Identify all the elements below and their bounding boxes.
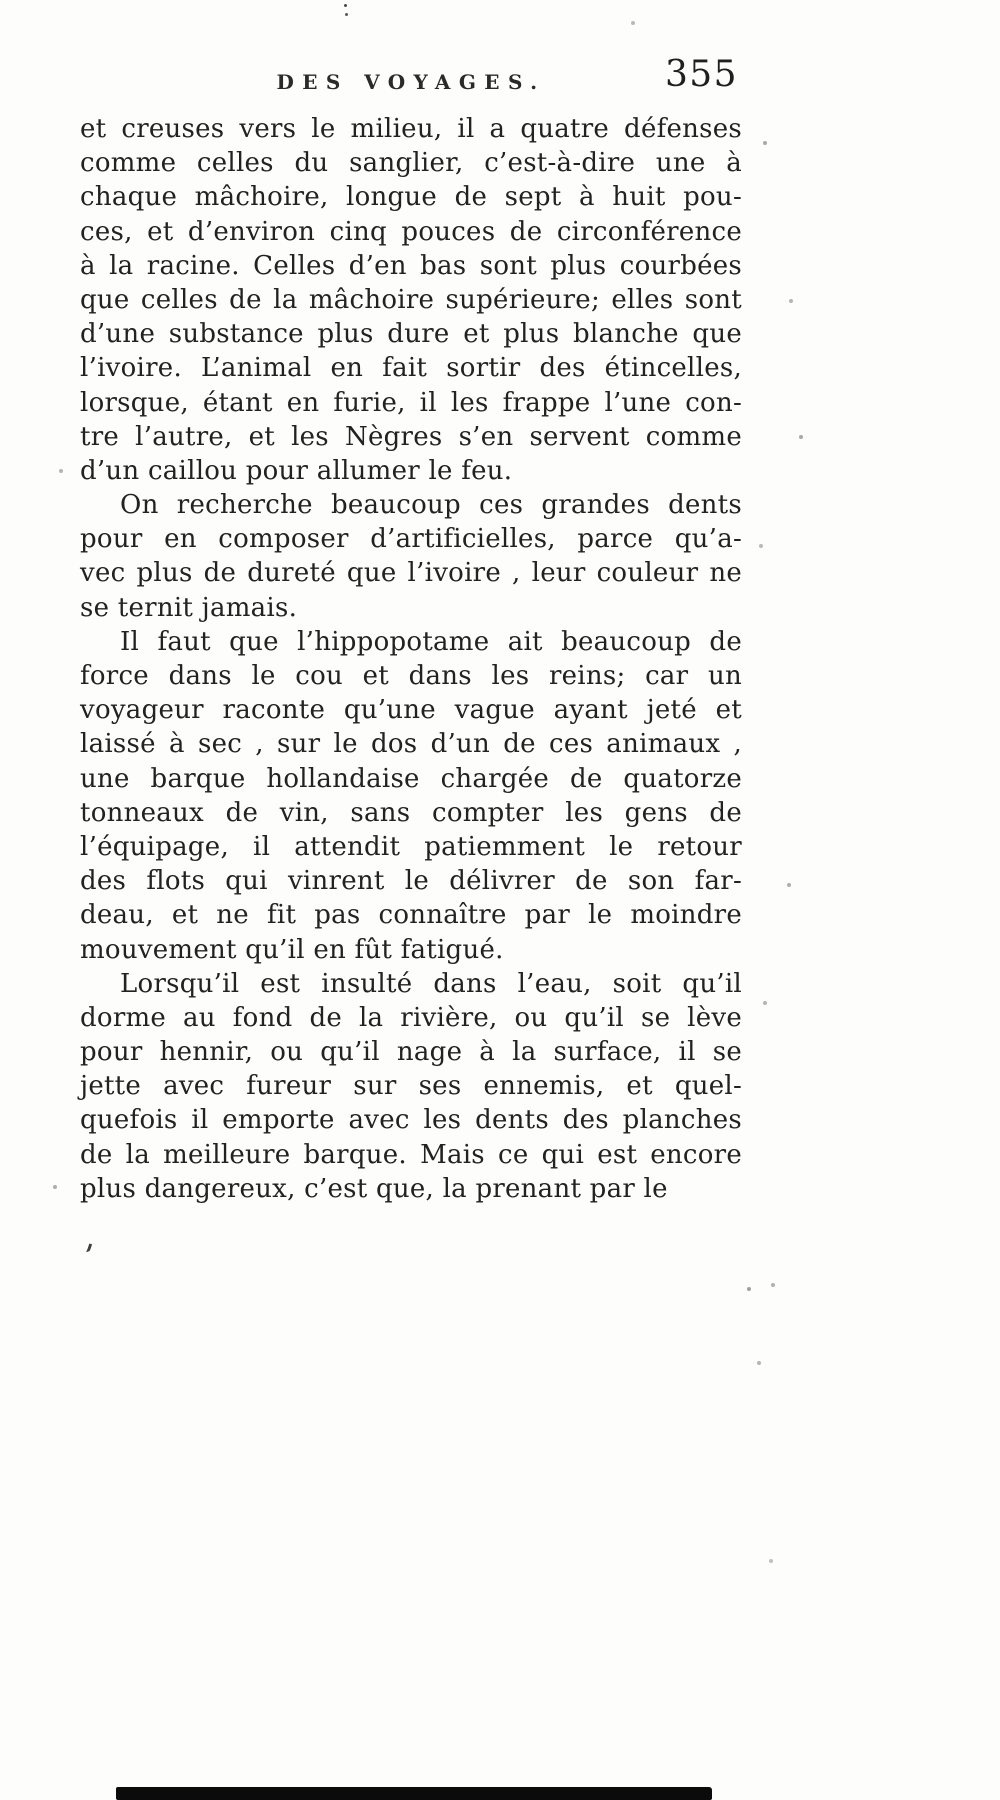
ink-mark-icon: [83, 1242, 92, 1253]
text-line: jette avec fureur sur ses ennemis, et quel-: [80, 1071, 742, 1102]
text-line: chaque mâchoire, longue de sept à huit pou-: [80, 182, 742, 213]
text-line: une barque hollandaise chargée de quatorze: [80, 763, 742, 794]
scan-artifact-bar: [116, 1787, 712, 1800]
running-title: DES VOYAGES.: [276, 70, 546, 94]
text-line: d’une substance plus dure et plus blanche que: [80, 319, 742, 350]
text-line: d’un caillou pour allumer le feu.: [80, 455, 513, 486]
text-line: Il faut que l’hippopotame ait beaucoup de: [120, 626, 742, 657]
scan-noise: [0, 0, 2, 2]
text-line: tre l’autre, et les Nègres s’en servent comme: [80, 421, 742, 452]
text-line: laissé à sec , sur le dos d’un de ces animaux ,: [80, 729, 742, 760]
text-line: dorme au fond de la rivière, ou qu’il se lève: [80, 1002, 742, 1033]
text-line: des flots qui vinrent le délivrer de son far-: [80, 866, 742, 897]
text-line: comme celles du sanglier, c’est-à-dire une à: [80, 148, 742, 179]
text-line: l’ivoire. L’animal en fait sortir des étincelles,: [80, 353, 742, 384]
page-number: 355: [664, 54, 738, 95]
text-line: force dans le cou et dans les reins; car un: [80, 661, 742, 691]
text-line: Lorsqu’il est insulté dans l’eau, soit qu’il: [120, 968, 742, 999]
text-line: et creuses vers le milieu, il a quatre défenses: [80, 114, 742, 144]
text-line: l’équipage, il attendit patiemment le retour: [80, 831, 742, 862]
text-line: de la meilleure barque. Mais ce qui est encore: [80, 1139, 742, 1170]
ink-speck-icon: [344, 4, 347, 7]
text-line: voyageur raconte qu’une vague ayant jeté et: [80, 695, 742, 726]
text-line: se ternit jamais.: [80, 592, 298, 623]
text-line: lorsque, étant en furie, il les frappe l’une con-: [80, 387, 742, 418]
text-line: plus dangereux, c’est que, la prenant par le: [80, 1173, 668, 1204]
text-line: tonneaux de vin, sans compter les gens de: [80, 797, 742, 828]
text-line: mouvement qu’il en fût fatigué.: [80, 934, 504, 965]
text-line: vec plus de dureté que l’ivoire , leur couleur ne: [80, 558, 742, 589]
text-line: pour en composer d’artificielles, parce qu’a-: [80, 524, 742, 555]
text-line: ces, et d’environ cinq pouces de circonférence: [80, 216, 742, 247]
text-line: à la racine. Celles d’en bas sont plus courbées: [80, 250, 742, 281]
text-line: que celles de la mâchoire supérieure; elles sont: [80, 284, 742, 315]
page-header: [80, 54, 742, 104]
text-line: quefois il emporte avec les dents des planches: [80, 1105, 742, 1136]
text-line: On recherche beaucoup ces grandes dents: [120, 490, 742, 521]
text-line: pour hennir, ou qu’il nage à la surface, il se: [80, 1037, 742, 1068]
text-block: [80, 112, 742, 1206]
text-line: deau, et ne fit pas connaître par le moindre: [80, 900, 742, 931]
